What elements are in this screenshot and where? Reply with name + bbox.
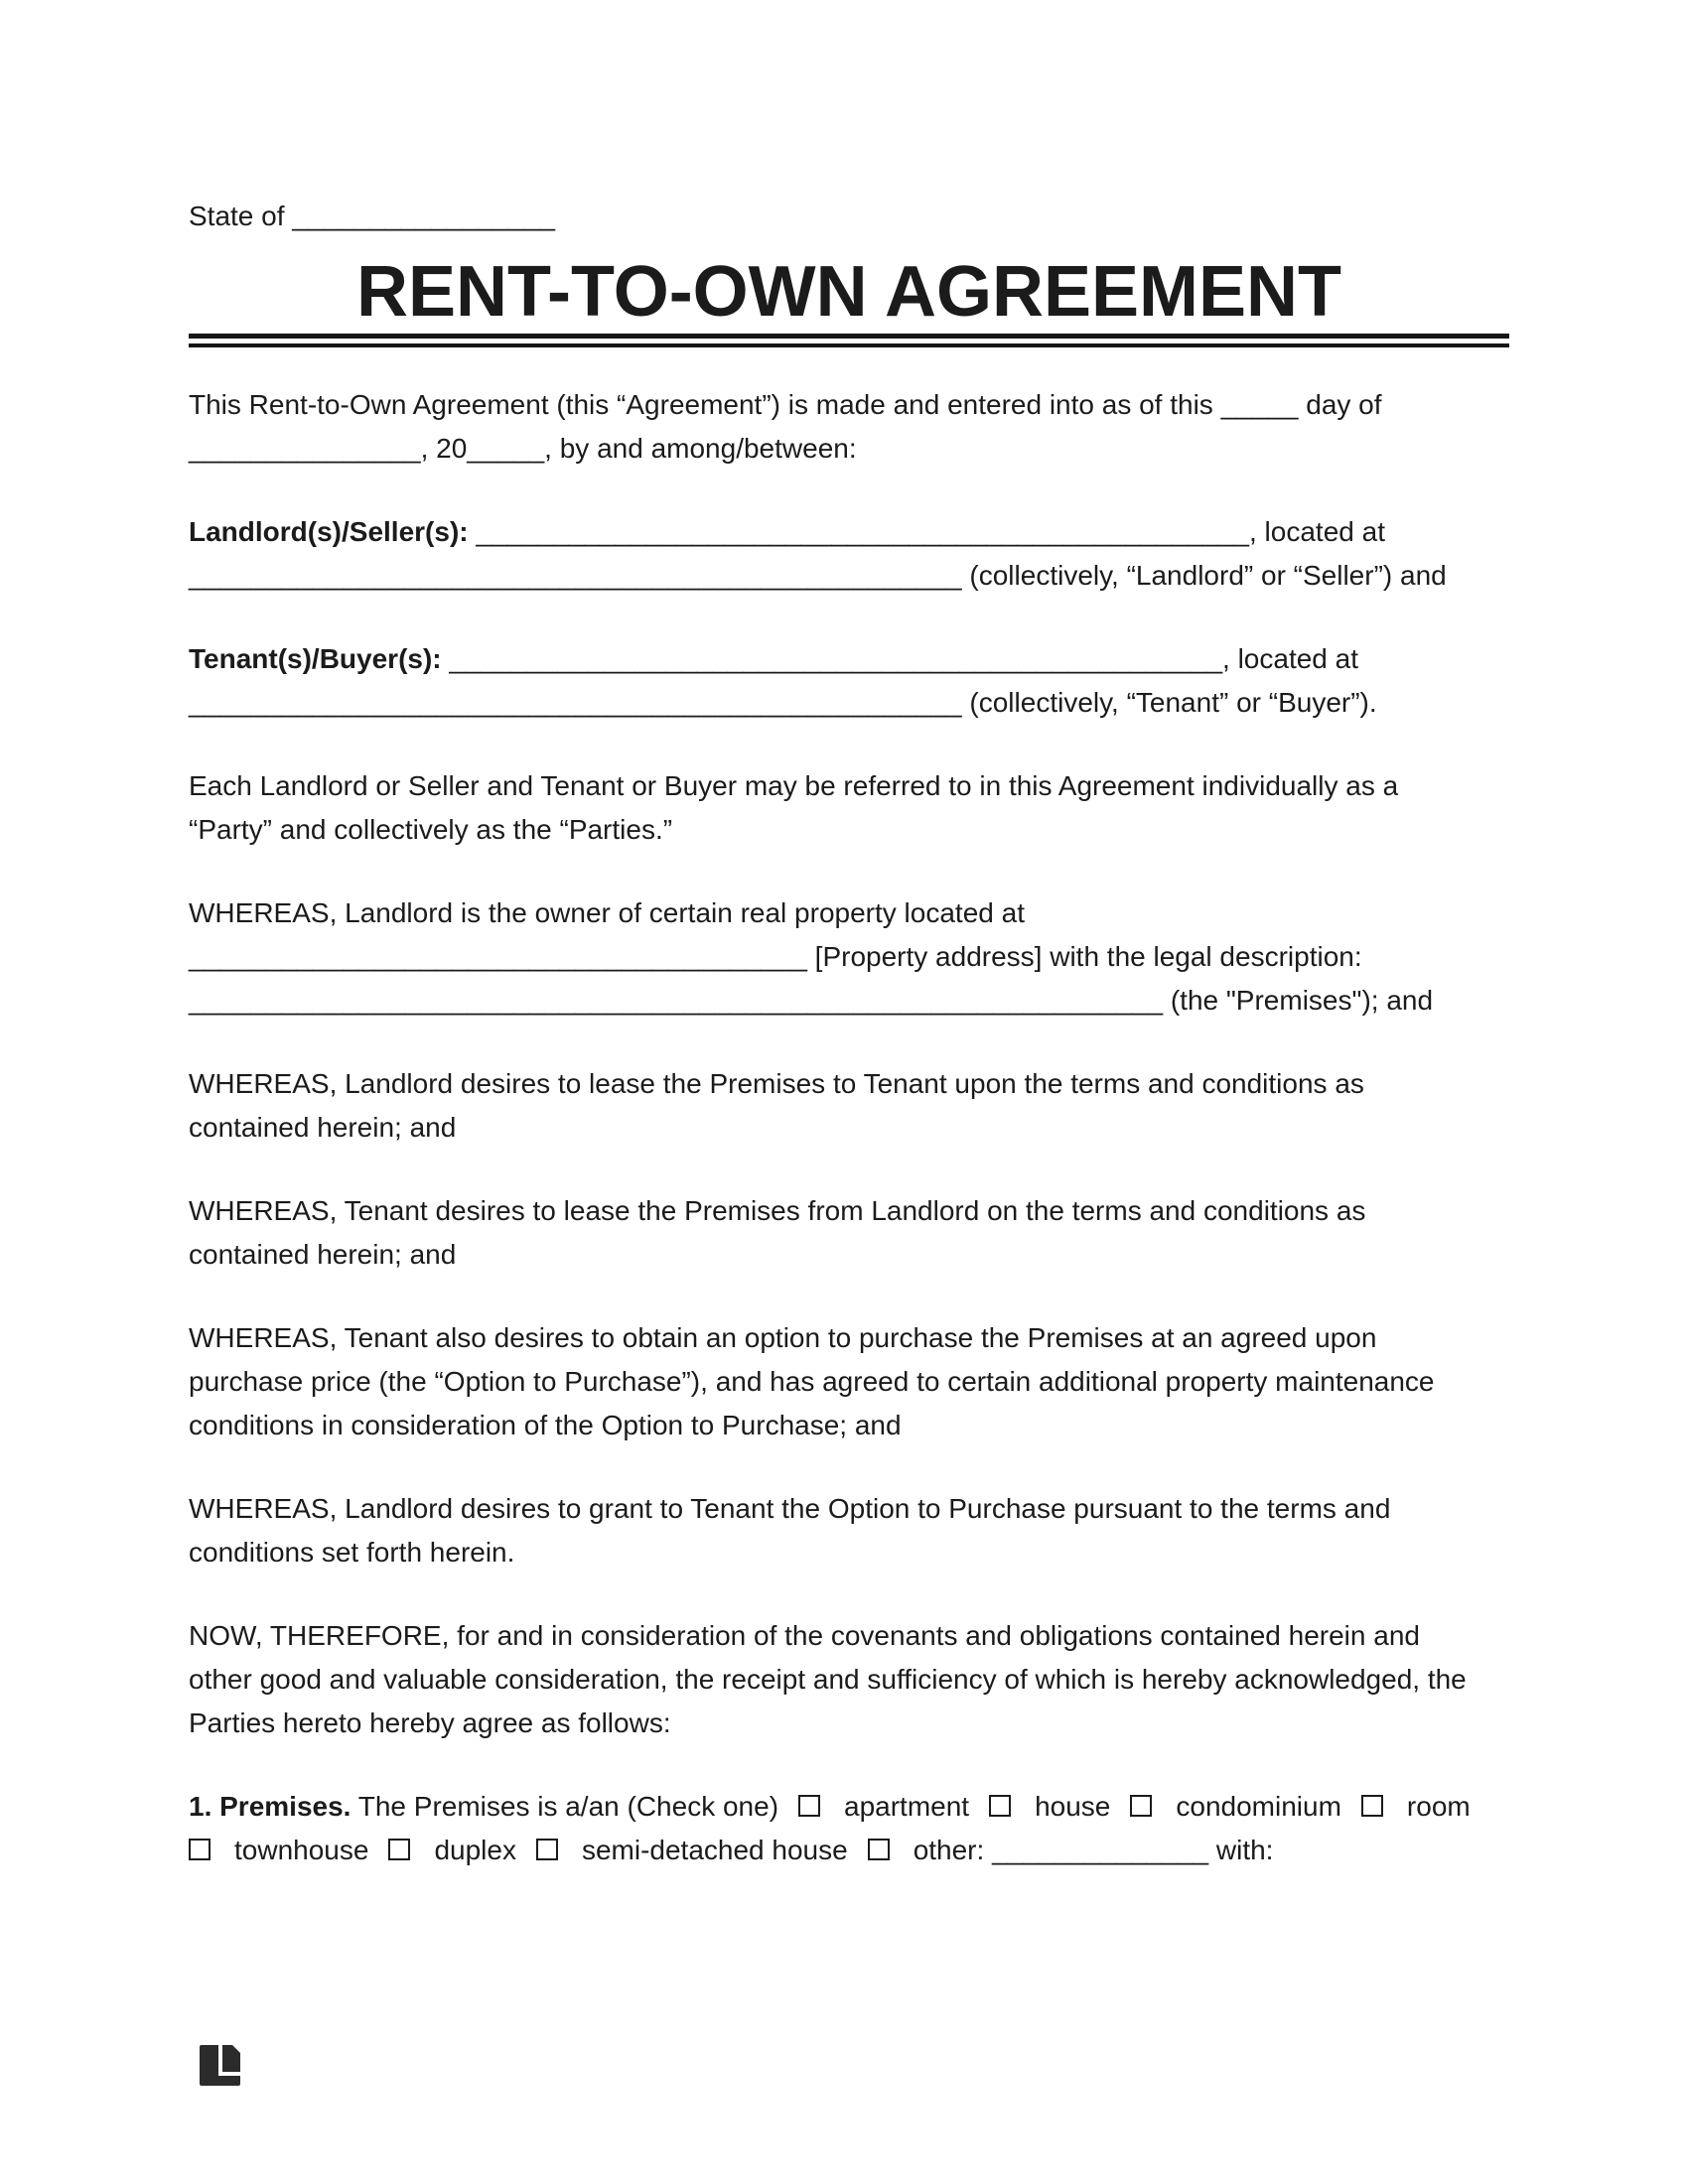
whereas-grant-paragraph [189,1487,1509,1574]
parties-paragraph [189,764,1509,852]
now-therefore-line-3: Parties hereto hereby agree as follows: [189,1707,671,1738]
legal-templates-logo-icon [200,2045,240,2086]
document-body [189,383,1509,1872]
whereas-landlord-lease-line-1: WHEREAS, Landlord desires to lease the Premises to Tenant upon the terms and conditions as [189,1068,1364,1099]
option-house [989,1791,1110,1822]
state-blank[interactable]: _________________ [292,201,556,231]
tenant-located-at: , located at [1222,643,1359,674]
option-condominium-label: condominium [1176,1791,1341,1822]
landlord-line-1 [189,510,1509,554]
option-apartment-label: apartment [844,1791,970,1822]
landlord-name-blank[interactable]: __________________________________________________ [476,516,1249,547]
checkbox-other[interactable] [868,1839,890,1860]
tenant-address-blank[interactable]: __________________________________________________ [189,687,962,718]
whereas-grant-line-2: conditions set forth herein. [189,1537,515,1568]
tenant-line-2 [189,681,1509,725]
now-therefore-line-1: NOW, THEREFORE, for and in consideration of the covenants and obligations contained herein and [189,1620,1420,1651]
tenant-line-1 [189,637,1509,681]
checkbox-townhouse[interactable] [189,1839,211,1860]
now-therefore-paragraph [189,1614,1509,1745]
option-room [1361,1791,1471,1822]
whereas-property-paragraph [189,891,1509,1023]
option-room-label: room [1406,1791,1471,1822]
checkbox-room[interactable] [1361,1795,1383,1817]
tenant-label: Tenant(s)/Buyer(s): [189,643,442,674]
tenant-paragraph [189,637,1509,725]
premises-defined-text: (the "Premises"); and [1170,985,1434,1016]
state-of-line [189,195,1509,238]
logo-l-horizontal [218,2072,240,2076]
option-townhouse-label: townhouse [234,1835,369,1865]
other-blank[interactable]: ______________ [992,1835,1209,1865]
document-content [189,195,1509,1912]
option-semi-detached-label: semi-detached house [581,1835,848,1865]
intro-line-2 [189,427,1509,471]
option-other-label: other: [913,1835,985,1865]
checkbox-condominium[interactable] [1130,1795,1152,1817]
month-blank[interactable]: _______________ [189,433,421,464]
landlord-collectively-text: (collectively, “Landlord” or “Seller”) and [969,560,1447,591]
option-semi-detached [536,1835,848,1865]
page-title: RENT-TO-OWN AGREEMENT [356,252,1341,332]
whereas-tenant-lease-paragraph [189,1189,1509,1277]
whereas-property-line-3 [189,979,1509,1023]
checkbox-duplex[interactable] [388,1839,410,1860]
option-duplex-label: duplex [434,1835,516,1865]
landlord-line-2 [189,554,1509,598]
property-address-text: [Property address] with the legal description: [814,941,1362,972]
premises-line-2 [189,1829,1509,1872]
landlord-located-at: , located at [1249,516,1385,547]
option-duplex [388,1835,516,1865]
intro-year-prefix: , 20 [420,433,468,464]
parties-line-1: Each Landlord or Seller and Tenant or Buyer may be referred to in this Agreement individually as a [189,770,1399,801]
landlord-label: Landlord(s)/Seller(s): [189,516,469,547]
day-blank[interactable]: _____ [1220,389,1299,420]
intro-paragraph [189,383,1509,471]
whereas-grant-line-1: WHEREAS, Landlord desires to grant to Tenant the Option to Purchase pursuant to the terms and [189,1493,1391,1524]
parties-line-2: “Party” and collectively as the “Parties.” [189,814,673,845]
option-other [868,1835,985,1865]
checkbox-semi-detached[interactable] [536,1839,558,1860]
title-rule [189,334,1509,347]
tenant-name-blank[interactable]: __________________________________________________ [449,643,1223,674]
legal-description-blank[interactable]: _______________________________________________________________ [189,985,1164,1016]
premises-lead-text: The Premises is a/an (Check one) [357,1791,779,1822]
intro-text-3: , by and among/between: [544,433,857,464]
option-house-label: house [1035,1791,1111,1822]
whereas-option-paragraph [189,1316,1509,1447]
checkbox-apartment[interactable] [798,1795,820,1817]
premises-heading: 1. Premises. [189,1791,352,1822]
logo-corner-fold [232,2045,240,2053]
whereas-landlord-lease-paragraph [189,1062,1509,1150]
landlord-paragraph [189,510,1509,598]
whereas-landlord-lease-line-2: contained herein; and [189,1112,457,1143]
checkbox-house[interactable] [989,1795,1011,1817]
whereas-property-line-1: WHEREAS, Landlord is the owner of certain real property located at [189,897,1025,928]
now-therefore-line-2: other good and valuable consideration, the receipt and sufficiency of which is hereby acknowledged, the [189,1664,1467,1695]
whereas-option-line-2: purchase price (the “Option to Purchase”), and has agreed to certain additional property maintenance [189,1366,1435,1397]
landlord-address-blank[interactable]: __________________________________________________ [189,560,962,591]
whereas-property-line-2 [189,935,1509,979]
premises-line-1 [189,1785,1509,1829]
property-address-blank[interactable]: ________________________________________ [189,941,807,972]
whereas-option-line-3: conditions in consideration of the Option to Purchase; and [189,1410,902,1440]
state-of-label: State of [189,201,285,231]
option-townhouse [189,1835,368,1865]
intro-text-2: day of [1306,389,1382,420]
whereas-option-line-1: WHEREAS, Tenant also desires to obtain an option to purchase the Premises at an agreed upon [189,1322,1377,1353]
with-label: with: [1215,1835,1274,1865]
option-apartment [798,1791,969,1822]
option-condominium [1130,1791,1341,1822]
premises-section [189,1785,1509,1872]
intro-line-1 [189,383,1509,427]
year-blank[interactable]: _____ [467,433,545,464]
whereas-tenant-lease-line-1: WHEREAS, Tenant desires to lease the Premises from Landlord on the terms and conditions as [189,1195,1366,1226]
intro-text-1: This Rent-to-Own Agreement (this “Agreement”) is made and entered into as of this [189,389,1213,420]
whereas-tenant-lease-line-2: contained herein; and [189,1239,457,1270]
tenant-collectively-text: (collectively, “Tenant” or “Buyer”). [969,687,1377,718]
